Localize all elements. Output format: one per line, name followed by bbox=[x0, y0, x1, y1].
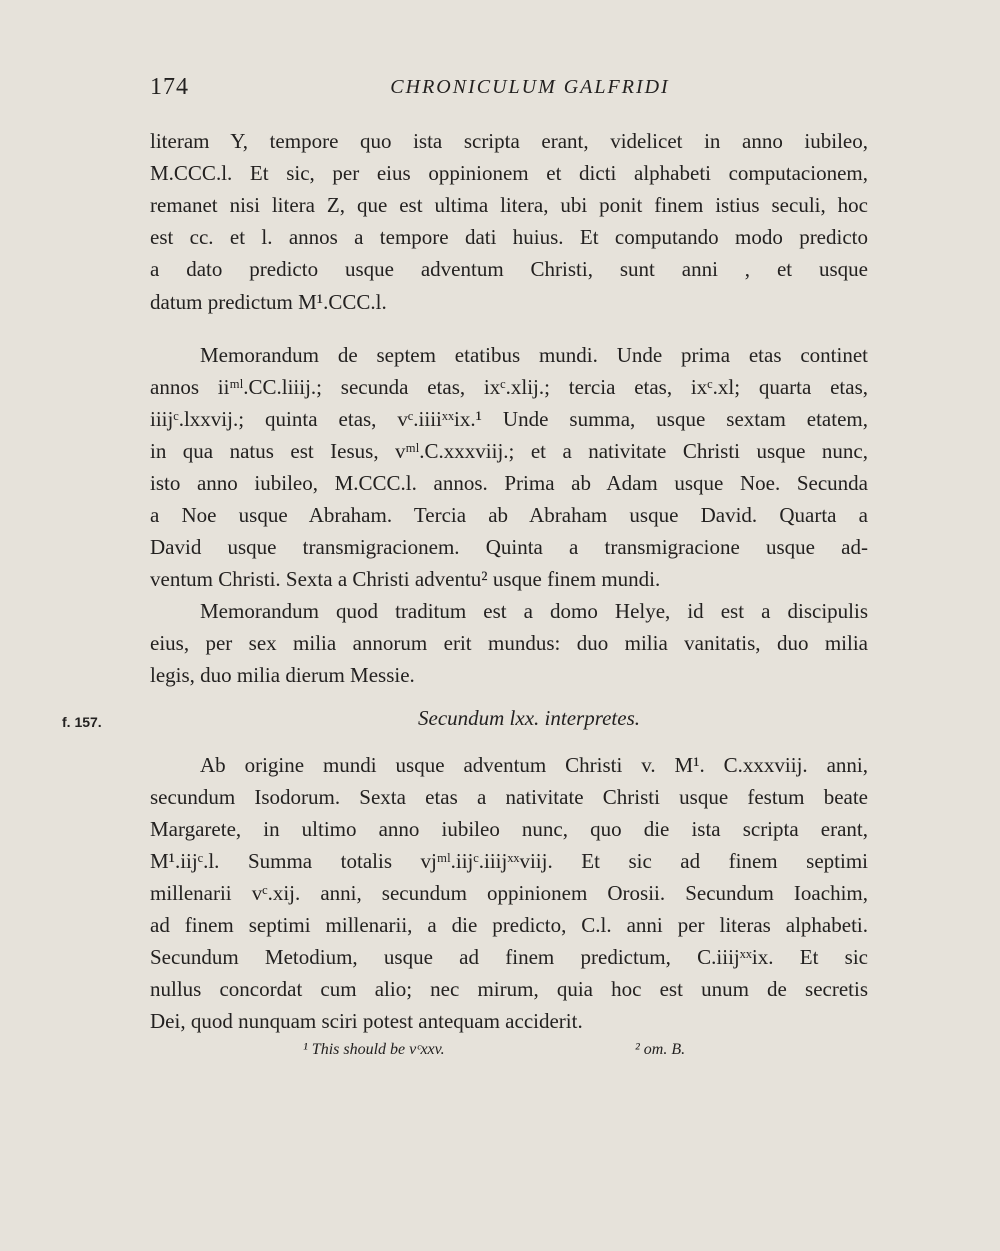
text-line: est cc. et l. annos a tempore dati huius. Et computando modo predicto bbox=[150, 225, 868, 249]
text-line: Margarete, in ultimo anno iubileo nunc, quo die ista scripta erant, bbox=[150, 817, 868, 841]
footnote-1: ¹ This should be vᶜxxv. bbox=[303, 1041, 445, 1058]
page-header bbox=[150, 74, 870, 104]
text-line: remanet nisi litera Z, que est ultima litera, ubi ponit finem istius seculi, hoc bbox=[150, 193, 868, 217]
text-line: M.CCC.l. Et sic, per eius oppinionem et dicti alphabeti computacionem, bbox=[150, 161, 868, 185]
page-number: 174 bbox=[150, 74, 189, 100]
text-line: M¹.iijᶜ.l. Summa totalis vjᵐˡ.iijᶜ.iiijˣˣviij. Et sic ad finem septimi bbox=[150, 849, 868, 873]
text-line: Dei, quod nunquam sciri potest antequam acciderit. bbox=[150, 1009, 583, 1033]
text-line: ventum Christi. Sexta a Christi adventu² usque finem mundi. bbox=[150, 567, 661, 591]
text-line: annos iiᵐˡ.CC.liiij.; secunda etas, ixᶜ.xlij.; tercia etas, ixᶜ.xl; quarta etas, bbox=[150, 375, 868, 399]
text-line: nullus concordat cum alio; nec mirum, quia hoc est unum de secretis bbox=[150, 977, 868, 1001]
footnote-2: ² om. B. bbox=[635, 1041, 686, 1058]
text-line: Ab origine mundi usque adventum Christi v. M¹. C.xxxviij. anni, bbox=[200, 753, 868, 777]
text-line: eius, per sex milia annorum erit mundus: duo milia vanitatis, duo milia bbox=[150, 631, 868, 655]
margin-folio-note: f. 157. bbox=[62, 714, 102, 730]
text-line: iiijᶜ.lxxvij.; quinta etas, vᶜ.iiiiˣˣix.¹ Unde summa, usque sextam etatem, bbox=[150, 407, 868, 431]
text-line: isto anno iubileo, M.CCC.l. annos. Prima ab Adam usque Noe. Secunda bbox=[150, 471, 868, 495]
text-line: secundum Isodorum. Sexta etas a nativitate Christi usque festum beate bbox=[150, 785, 868, 809]
text-line: Memorandum de septem etatibus mundi. Unde prima etas continet bbox=[200, 343, 868, 367]
text-line: a Noe usque Abraham. Tercia ab Abraham usque David. Quarta a bbox=[150, 503, 868, 527]
text-line: Secundum Metodium, usque ad finem predictum, C.iiijˣˣix. Et sic bbox=[150, 945, 868, 969]
text-line: ad finem septimi millenarii, a die predicto, C.l. anni per literas alphabeti. bbox=[150, 913, 868, 937]
text-line: a dato predicto usque adventum Christi, sunt anni , et usque bbox=[150, 257, 868, 281]
running-title: CHRONICULUM GALFRIDI bbox=[390, 76, 670, 98]
text-line: legis, duo milia dierum Messie. bbox=[150, 663, 415, 687]
section-heading: Secundum lxx. interpretes. bbox=[418, 706, 640, 730]
text-line: David usque transmigracionem. Quinta a transmigracione usque ad- bbox=[150, 535, 868, 559]
text-line: Memorandum quod traditum est a domo Helye, id est a discipulis bbox=[200, 599, 868, 623]
text-line: datum predictum M¹.CCC.l. bbox=[150, 290, 387, 314]
text-line: millenarii vᶜ.xij. anni, secundum oppinionem Orosii. Secundum Ioachim, bbox=[150, 881, 868, 905]
text-line: in qua natus est Iesus, vᵐˡ.C.xxxviij.; et a nativitate Christi usque nunc, bbox=[150, 439, 868, 463]
text-line: literam Y, tempore quo ista scripta erant, videlicet in anno iubileo, bbox=[150, 129, 868, 153]
